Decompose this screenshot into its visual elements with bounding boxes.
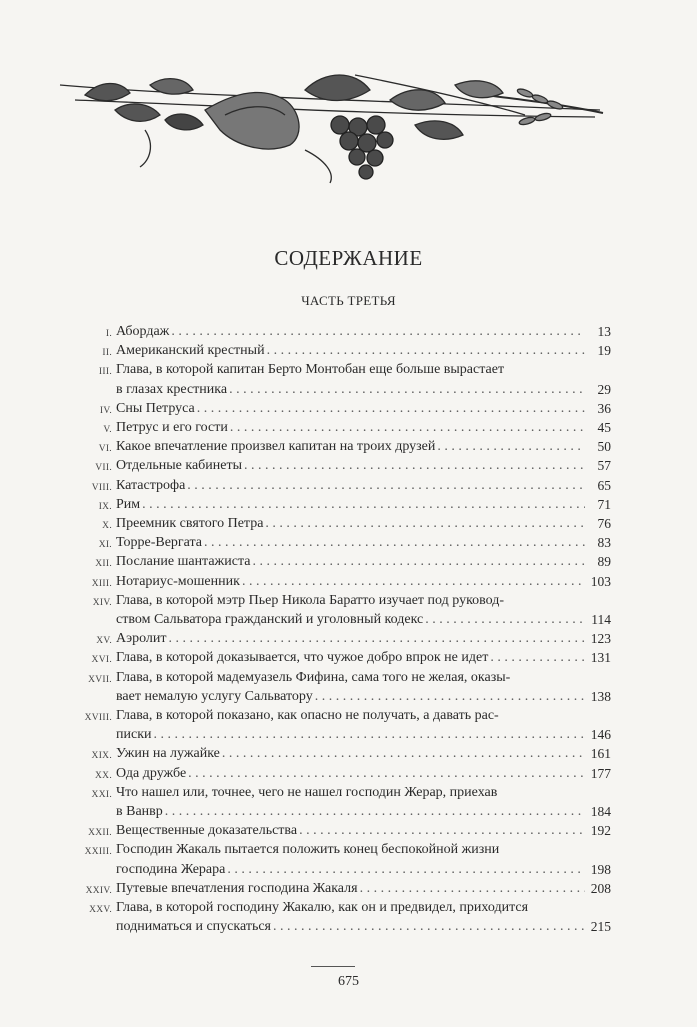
chapter-title: Сны Петруса bbox=[116, 400, 195, 416]
chapter-title: Глава, в которой мадемуазель Фифина, сама того не желая, оказы- bbox=[116, 669, 511, 685]
chapter-title: Вещественные доказательства bbox=[116, 823, 298, 839]
chapter-number: XXIII. bbox=[84, 847, 112, 858]
chapter-number: XV. bbox=[96, 636, 112, 647]
chapter-title: Господин Жакаль пытается положить конец беспокойной жизни bbox=[116, 842, 500, 858]
dot-leader bbox=[154, 725, 586, 744]
dot-leader bbox=[230, 418, 585, 437]
chapter-title: Путевые впечатления господина Жакаля bbox=[116, 880, 358, 896]
chapter-number: XXII. bbox=[88, 828, 112, 839]
page-ref: 29 bbox=[597, 381, 611, 397]
chapter-number: XVIII. bbox=[84, 713, 112, 723]
chapter-title: Катастрофа bbox=[116, 477, 186, 493]
dot-leader bbox=[171, 322, 585, 341]
chapter-number: VII. bbox=[95, 463, 112, 474]
chapter-title: Рим bbox=[116, 496, 141, 512]
chapter-title: Аэролит bbox=[116, 631, 167, 647]
chapter-number: IV. bbox=[99, 405, 112, 416]
page-number: 675 bbox=[338, 974, 359, 989]
chapter-number: II. bbox=[102, 348, 112, 359]
page-ref: 131 bbox=[590, 650, 611, 666]
dot-leader bbox=[360, 879, 585, 898]
chapter-number: XI. bbox=[98, 540, 112, 551]
chapter-title: Американский крестный bbox=[116, 343, 265, 359]
page-ref: 89 bbox=[597, 554, 611, 570]
chapter-number: XX. bbox=[95, 770, 112, 781]
chapter-title: в Ванвр bbox=[116, 803, 163, 819]
chapter-title: Послание шантажиста bbox=[116, 554, 251, 570]
page-ref: 177 bbox=[590, 765, 611, 781]
chapter-number: XVII. bbox=[88, 674, 112, 685]
chapter-number: VIII. bbox=[91, 482, 112, 493]
page-ref: 19 bbox=[597, 343, 611, 359]
dot-leader bbox=[437, 437, 585, 456]
dot-leader bbox=[242, 572, 585, 591]
dot-leader bbox=[197, 399, 585, 418]
page-ref: 71 bbox=[597, 496, 611, 512]
chapter-title: Глава, в которой господину Жакалю, как он и предвидел, приходится bbox=[116, 900, 529, 915]
dot-leader bbox=[204, 533, 585, 552]
chapter-title: Торре-Вергата bbox=[116, 535, 203, 551]
page-ref: 50 bbox=[597, 439, 611, 455]
dot-leader bbox=[265, 514, 585, 533]
dot-leader bbox=[315, 687, 585, 706]
page-ref: 192 bbox=[590, 823, 611, 839]
dot-leader bbox=[187, 476, 585, 495]
chapter-number: I. bbox=[105, 329, 112, 339]
dot-leader bbox=[299, 821, 585, 840]
part-title: ЧАСТЬ ТРЕТЬЯ bbox=[301, 293, 396, 308]
chapter-title: Глава, в которой мэтр Пьер Никола Баратто изучает под руковод- bbox=[116, 592, 505, 608]
chapter-number: III. bbox=[98, 367, 112, 378]
chapter-number: XXI. bbox=[91, 789, 112, 800]
chapter-title: Глава, в которой доказывается, что чужое добро впрок не идет bbox=[116, 650, 489, 666]
chapter-number: XIX. bbox=[91, 751, 112, 762]
dot-leader bbox=[229, 380, 585, 399]
page-ref: 138 bbox=[590, 688, 611, 704]
page-ref: 36 bbox=[597, 400, 611, 416]
page-ref: 208 bbox=[590, 880, 611, 896]
page-ref: 146 bbox=[590, 727, 611, 743]
chapter-title: Преемник святого Петра bbox=[116, 516, 264, 531]
chapter-title: Нотариус-мошенник bbox=[116, 573, 240, 589]
footer-rule bbox=[311, 966, 355, 967]
page-ref: 215 bbox=[590, 919, 611, 935]
dot-leader bbox=[142, 495, 585, 514]
dot-leader bbox=[425, 610, 585, 629]
page-ref: 123 bbox=[590, 631, 611, 647]
page-title: СОДЕРЖАНИЕ bbox=[274, 246, 423, 270]
chapter-title: ством Сальватора гражданский и уголовный кодекс bbox=[116, 611, 424, 627]
chapter-number: XII. bbox=[95, 559, 112, 570]
chapter-number: VI. bbox=[98, 444, 112, 455]
page-ref: 103 bbox=[590, 573, 611, 589]
chapter-title: Отдельные кабинеты bbox=[116, 458, 243, 474]
page-ref: 57 bbox=[597, 458, 611, 474]
chapter-title: господина Жерара bbox=[116, 861, 226, 877]
chapter-title: Глава, в которой капитан Берто Монтобан еще больше вырастает bbox=[116, 362, 505, 378]
chapter-number: XVI. bbox=[91, 655, 112, 666]
chapter-title: Петрус и его гости bbox=[116, 420, 228, 435]
page-ref: 45 bbox=[597, 420, 611, 435]
chapter-title: Глава, в которой показано, как опасно не получать, а давать рас- bbox=[116, 708, 499, 723]
chapter-title: Ода дружбе bbox=[116, 765, 187, 781]
chapter-number: XIII. bbox=[91, 578, 112, 589]
page-ref: 13 bbox=[597, 324, 611, 339]
dot-leader bbox=[165, 802, 585, 821]
dot-leader bbox=[169, 629, 585, 648]
chapter-title: Абордаж bbox=[116, 324, 170, 339]
chapter-title: Какое впечатление произвел капитан на троих друзей bbox=[116, 439, 436, 455]
chapter-title: подниматься и спускаться bbox=[116, 919, 271, 935]
page-ref: 161 bbox=[590, 746, 611, 762]
chapter-number: X. bbox=[102, 521, 112, 531]
page-ref: 198 bbox=[590, 861, 611, 877]
dot-leader bbox=[244, 456, 585, 475]
chapter-title: в глазах крестника bbox=[116, 381, 228, 397]
page-ref: 114 bbox=[591, 611, 611, 627]
ornamental-vignette-icon bbox=[55, 55, 605, 185]
dot-leader bbox=[273, 917, 585, 936]
page-ref: 83 bbox=[597, 535, 611, 551]
chapter-number: V. bbox=[103, 425, 112, 435]
dot-leader bbox=[252, 552, 585, 571]
page-ref: 184 bbox=[590, 803, 611, 819]
chapter-title: писки bbox=[116, 727, 152, 743]
dot-leader bbox=[227, 860, 585, 879]
chapter-title: Что нашел или, точнее, чего не нашел господин Жерар, приехав bbox=[116, 784, 498, 800]
dot-leader bbox=[222, 744, 585, 763]
dot-leader bbox=[267, 341, 585, 360]
chapter-number: IX. bbox=[98, 501, 112, 512]
chapter-title: Ужин на лужайке bbox=[116, 746, 220, 762]
page-ref: 65 bbox=[597, 477, 611, 493]
chapter-title: вает немалую услугу Сальватору bbox=[116, 688, 313, 704]
chapter-number: XXV. bbox=[89, 905, 112, 915]
page-ref: 76 bbox=[597, 516, 611, 531]
chapter-number: XIV. bbox=[92, 597, 112, 608]
chapter-number: XXIV. bbox=[85, 885, 112, 896]
dot-leader bbox=[188, 764, 585, 783]
